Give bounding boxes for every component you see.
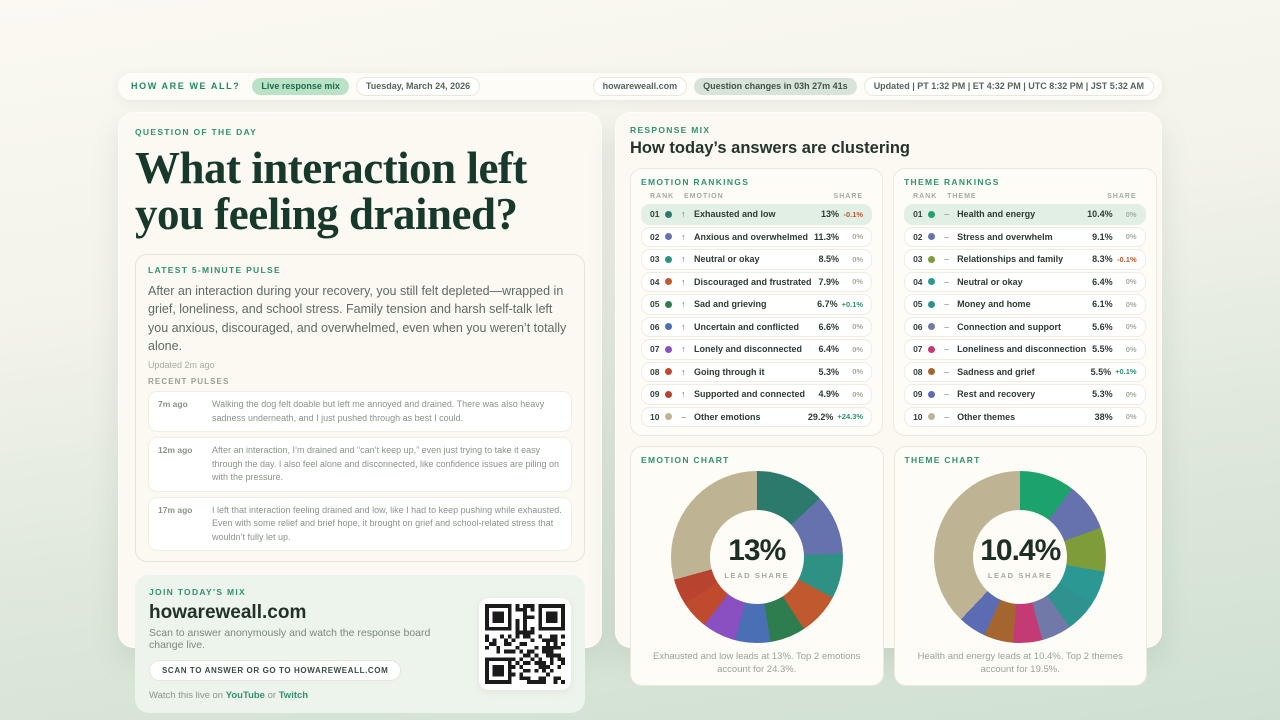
category-dot-icon: [928, 391, 935, 398]
share-value: 5.5%: [1090, 366, 1112, 377]
category-dot-icon: [665, 346, 672, 353]
join-description: Scan to answer anonymously and watch the response board change live.: [149, 627, 431, 652]
emotion-name: Lonely and disconnected: [694, 344, 803, 355]
category-dot-icon: [665, 256, 672, 263]
share-change: 0%: [852, 344, 864, 354]
theme-chart-card: [894, 446, 1148, 686]
share-change: +24.3%: [837, 412, 864, 422]
pulse-text: After an interaction, I’m drained and “can’t keep up,” even just trying to take it easy through the day. I also feel alone and disconnected, like confidence issues are piling on with the pressure.: [212, 445, 560, 483]
trend-icon: ↑: [681, 276, 686, 287]
qr-code-icon: [485, 604, 565, 684]
join-label: JOIN TODAY'S MIX: [149, 587, 246, 598]
theme-rows: [904, 204, 1146, 427]
emotion-name: Sad and grieving: [694, 299, 767, 310]
rank-number: 09: [913, 389, 923, 400]
share-value: 6.4%: [818, 344, 840, 355]
share-change: +0.1%: [841, 299, 864, 309]
emotion-row: [641, 384, 872, 405]
share-value: 6.6%: [818, 321, 840, 332]
trend-icon: ↑: [681, 366, 686, 377]
category-dot-icon: [928, 211, 935, 218]
trend-icon: –: [944, 276, 950, 287]
trend-icon: –: [944, 389, 950, 400]
category-dot-icon: [928, 256, 935, 263]
question-section-label: QUESTION OF THE DAY: [135, 127, 258, 137]
theme-name: Rest and recovery: [957, 389, 1036, 400]
trend-icon: ↑: [681, 344, 686, 355]
trend-icon: –: [944, 344, 950, 355]
col-rank: RANK: [913, 193, 938, 200]
trend-icon: –: [681, 411, 687, 422]
share-value: 7.9%: [818, 276, 840, 287]
category-dot-icon: [665, 391, 672, 398]
top-bar: [118, 73, 1162, 100]
pulse-text: I left that interaction feeling drained and low, like I had to keep pushing while exhausted. Even with some relief and brief hope, it brought on grief and school-related stress that wouldn’t fully let up.: [212, 504, 562, 542]
col-emotion: EMOTION: [684, 193, 724, 200]
rank-number: 02: [650, 231, 660, 242]
emotion-name: Going through it: [694, 366, 765, 377]
share-value: 29.2%: [807, 411, 834, 422]
youtube-link[interactable]: YouTube: [225, 690, 265, 702]
category-dot-icon: [928, 233, 935, 240]
category-dot-icon: [665, 233, 672, 240]
recent-pulse-item: [148, 437, 572, 492]
top-bar-right: [593, 77, 1154, 96]
theme-name: Sadness and grief: [957, 366, 1035, 377]
trend-icon: ↑: [681, 209, 686, 220]
share-change: +0.1%: [1115, 367, 1137, 377]
rank-number: 05: [650, 299, 660, 310]
rank-number: 04: [650, 276, 660, 287]
theme-row: [904, 407, 1146, 428]
pulse-label: LATEST 5-MINUTE PULSE: [148, 264, 281, 275]
rank-number: 10: [913, 411, 923, 422]
qr-card: [479, 598, 571, 690]
countdown-pill: Question changes in 03h 27m 41s: [694, 78, 857, 95]
share-value: 38%: [1094, 411, 1113, 422]
share-value: 13%: [821, 209, 840, 220]
recent-pulses-label: RECENT PULSES: [148, 377, 230, 387]
emotion-row: [641, 249, 872, 270]
share-change: 0%: [852, 322, 864, 332]
theme-rankings-card: [893, 168, 1157, 436]
share-value: 5.3%: [818, 366, 840, 377]
rank-number: 06: [913, 321, 923, 332]
emotion-chart-label: EMOTION CHART: [641, 455, 730, 465]
theme-rankings-label: THEME RANKINGS: [904, 177, 1000, 187]
category-dot-icon: [665, 211, 672, 218]
col-rank: RANK: [650, 193, 675, 200]
theme-name: Relationships and family: [957, 254, 1064, 265]
rank-number: 03: [650, 254, 660, 265]
theme-row: [904, 272, 1146, 293]
col-share: SHARE: [833, 193, 864, 200]
theme-name: Neutral or okay: [957, 276, 1023, 287]
rank-number: 01: [650, 209, 660, 220]
theme-name: Stress and overwhelm: [957, 231, 1053, 242]
live-response-badge: Live response mix: [252, 78, 349, 95]
pulse-summary: After an interaction during your recovery, you still felt depleted—wrapped in grief, loneliness, and school stress. Family tension and harsh self-talk left you anxious, discouraged, and overwhelmed, even when you weren’t totally alone.: [148, 283, 567, 353]
emotion-row: [641, 294, 872, 315]
top-bar-left: [126, 77, 480, 96]
emotion-row: [641, 204, 872, 225]
rank-number: 08: [650, 366, 660, 377]
emotion-row: [641, 272, 872, 293]
watch-live-line: [149, 690, 465, 701]
emotion-name: Supported and connected: [694, 389, 806, 400]
rank-number: 09: [650, 389, 660, 400]
emotion-rankings-label: EMOTION RANKINGS: [641, 177, 750, 187]
pulse-time: 17m ago: [158, 504, 193, 515]
theme-row: [904, 204, 1146, 225]
emotion-donut-center: [710, 510, 804, 604]
category-dot-icon: [928, 346, 935, 353]
category-dot-icon: [928, 368, 935, 375]
category-dot-icon: [665, 323, 672, 330]
join-site-url: howareweall.com: [149, 602, 307, 624]
pulse-text: Walking the dog felt doable but left me annoyed and drained. There was also heavy sadness underneath, and I just pushed through as best I could.: [212, 399, 545, 423]
theme-row: [904, 384, 1146, 405]
rank-number: 02: [913, 231, 923, 242]
recent-pulse-item: [148, 391, 572, 432]
share-value: 5.6%: [1092, 321, 1113, 332]
response-heading: How today’s answers are clustering: [630, 139, 910, 157]
share-value: 6.4%: [1092, 276, 1113, 287]
trend-icon: –: [944, 209, 950, 220]
rank-number: 07: [913, 344, 923, 355]
pulse-time: 7m ago: [158, 399, 188, 410]
share-change: 0%: [1125, 277, 1137, 287]
category-dot-icon: [928, 323, 935, 330]
theme-name: Other themes: [957, 411, 1016, 422]
emotion-row: [641, 227, 872, 248]
question-panel: [118, 112, 602, 702]
theme-donut-center: [973, 510, 1067, 604]
watch-prefix: Watch this live on: [149, 690, 224, 702]
trend-icon: ↑: [681, 231, 686, 242]
theme-row: [904, 362, 1146, 383]
theme-row: [904, 249, 1146, 270]
emotion-row: [641, 339, 872, 360]
share-change: 0%: [1125, 232, 1137, 242]
date-pill: Tuesday, March 24, 2026: [356, 77, 480, 96]
category-dot-icon: [665, 368, 672, 375]
response-panel: [615, 112, 1162, 676]
trend-icon: –: [944, 321, 950, 332]
theme-name: Money and home: [957, 299, 1031, 310]
theme-table-header: [904, 193, 1146, 200]
theme-chart-caption: Health and energy leads at 10.4%. Top 2 themes account for 19.5%.: [917, 651, 1123, 676]
share-value: 8.5%: [818, 254, 840, 265]
emotion-table-header: [641, 193, 872, 200]
theme-row: [904, 227, 1146, 248]
share-value: 5.3%: [1092, 389, 1113, 400]
theme-chart-label: THEME CHART: [904, 455, 981, 465]
emotion-name: Anxious and overwhelmed: [694, 231, 809, 242]
share-value: 11.3%: [814, 231, 840, 242]
join-card: [135, 575, 585, 713]
share-change: 0%: [852, 277, 864, 287]
share-change: 0%: [1125, 322, 1137, 332]
emotion-rows: [641, 204, 872, 427]
emotion-chart-card: [630, 446, 884, 686]
pulse-updated: Updated 2m ago: [148, 360, 215, 371]
share-change: 0%: [1125, 209, 1137, 219]
share-change: -0.1%: [1117, 254, 1137, 264]
share-value: 4.9%: [818, 389, 840, 400]
twitch-link[interactable]: Twitch: [278, 690, 309, 702]
emotion-chart-caption: Exhausted and low leads at 13%. Top 2 emotions account for 24.3%.: [653, 651, 861, 676]
trend-icon: –: [944, 366, 950, 377]
share-change: 0%: [1125, 412, 1137, 422]
trend-icon: ↑: [681, 299, 686, 310]
charts-grid: [630, 446, 1147, 686]
trend-icon: ↑: [681, 321, 686, 332]
emotion-name: Discouraged and frustrated: [694, 276, 812, 287]
brand-title: HOW ARE WE ALL?: [131, 81, 241, 92]
share-value: 6.1%: [1092, 299, 1113, 310]
category-dot-icon: [928, 413, 935, 420]
share-change: 0%: [1125, 344, 1137, 354]
emotion-name: Neutral or okay: [694, 254, 760, 265]
latest-pulse-card: [135, 254, 585, 563]
share-change: -0.1%: [843, 209, 864, 219]
share-change: 0%: [852, 389, 864, 399]
share-value: 5.5%: [1092, 344, 1113, 355]
rank-number: 06: [650, 321, 660, 332]
trend-icon: –: [944, 254, 950, 265]
trend-icon: –: [944, 231, 950, 242]
emotion-rankings-card: [630, 168, 883, 436]
pulse-time: 12m ago: [158, 445, 193, 456]
theme-row: [904, 339, 1146, 360]
share-change: 0%: [1125, 389, 1137, 399]
emotion-row: [641, 362, 872, 383]
lead-share-value: 10.4%: [980, 534, 1061, 567]
rank-number: 03: [913, 254, 923, 265]
emotion-name: Other emotions: [694, 411, 761, 422]
emotion-donut-chart: [671, 471, 843, 643]
watch-separator: or: [267, 690, 277, 702]
share-change: 0%: [852, 254, 864, 264]
category-dot-icon: [928, 278, 935, 285]
rank-number: 10: [650, 411, 660, 422]
trend-icon: –: [944, 299, 950, 310]
share-change: 0%: [1125, 299, 1137, 309]
response-section-label: RESPONSE MIX: [630, 125, 711, 135]
updated-times-pill: Updated | PT 1:32 PM | ET 4:32 PM | UTC 8:32 PM | JST 5:32 AM: [864, 77, 1154, 96]
rankings-grid: [630, 168, 1147, 436]
emotion-row: [641, 317, 872, 338]
lead-share-label: LEAD SHARE: [987, 571, 1053, 580]
col-share: SHARE: [1107, 193, 1137, 200]
emotion-name: Exhausted and low: [694, 209, 776, 220]
theme-name: Connection and support: [957, 321, 1062, 332]
site-pill: howareweall.com: [593, 77, 688, 96]
share-value: 6.7%: [817, 299, 838, 310]
category-dot-icon: [665, 278, 672, 285]
trend-icon: –: [944, 411, 950, 422]
emotion-name: Uncertain and conflicted: [694, 321, 800, 332]
question-of-the-day: What interaction left you feeling drained?: [135, 143, 527, 239]
col-theme: THEME: [947, 193, 977, 200]
scan-to-answer-button[interactable]: SCAN TO ANSWER OR GO TO HOWAREWEALL.COM: [149, 660, 401, 681]
recent-pulse-item: [148, 497, 572, 552]
lead-share-label: LEAD SHARE: [724, 571, 790, 580]
trend-icon: ↑: [681, 254, 686, 265]
rank-number: 08: [913, 366, 923, 377]
rank-number: 07: [650, 344, 660, 355]
category-dot-icon: [665, 413, 672, 420]
theme-name: Health and energy: [957, 209, 1036, 220]
category-dot-icon: [928, 301, 935, 308]
rank-number: 01: [913, 209, 923, 220]
share-value: 10.4%: [1087, 209, 1113, 220]
rank-number: 04: [913, 276, 923, 287]
join-info: [149, 587, 465, 701]
lead-share-value: 13%: [728, 534, 786, 567]
theme-name: Loneliness and disconnection: [957, 344, 1087, 355]
recent-pulses-list: [148, 391, 572, 551]
trend-icon: ↑: [681, 389, 686, 400]
share-change: 0%: [852, 232, 864, 242]
share-change: 0%: [852, 367, 864, 377]
category-dot-icon: [665, 301, 672, 308]
emotion-row: [641, 407, 872, 428]
share-value: 8.3%: [1092, 254, 1113, 265]
theme-row: [904, 294, 1146, 315]
rank-number: 05: [913, 299, 923, 310]
theme-row: [904, 317, 1146, 338]
theme-donut-chart: [934, 471, 1106, 643]
share-value: 9.1%: [1092, 231, 1113, 242]
